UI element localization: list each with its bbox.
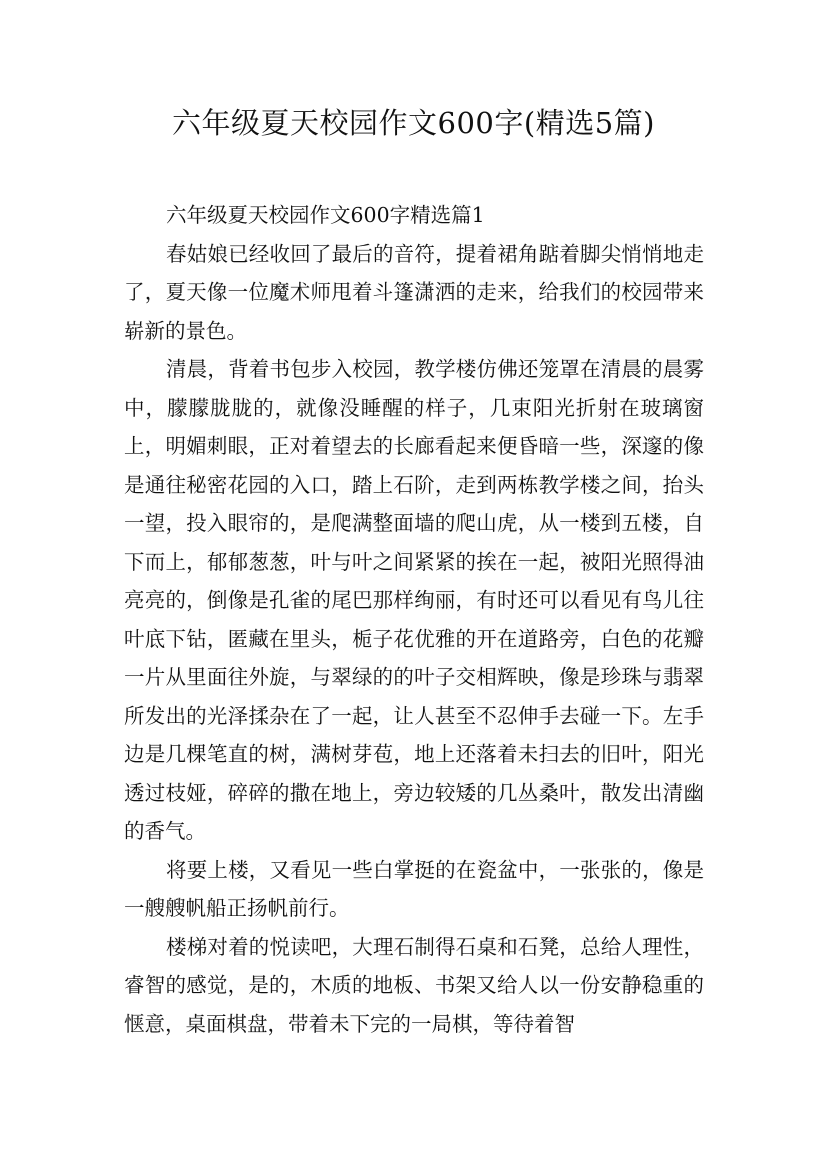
paragraph-4: 楼梯对着的悦读吧，大理石制得石桌和石凳，总给人理性，睿智的感觉，是的，木质的地板、书架又给人以一份安静稳重的惬意，桌面棋盘，带着未下完的一局棋，等待着智 xyxy=(124,934,704,1036)
document-body xyxy=(124,196,704,1043)
paragraph-1: 春姑娘已经收回了最后的音符，提着裙角踮着脚尖悄悄地走了，夏天像一位魔术师甩着斗篷潇洒的走来，给我们的校园带来崭新的景色。 xyxy=(124,241,704,343)
document-title: 六年级夏天校园作文600字(精选5篇) xyxy=(172,106,655,140)
section-heading: 六年级夏天校园作文600字精选篇1 xyxy=(166,203,485,227)
paragraph-3: 将要上楼，又看见一些白掌挺的在瓷盆中，一张张的，像是一艘艘帆船正扬帆前行。 xyxy=(124,857,704,920)
paragraph-2: 清晨，背着书包步入校园，教学楼仿佛还笼罩在清晨的晨雾中，朦朦胧胧的，就像没睡醒的样子，几束阳光折射在玻璃窗上，明媚刺眼，正对着望去的长廊看起来便昏暗一些，深邃的像是通往秘密花园的入口，踏上石阶，走到两栋教学楼之间，抬头一望，投入眼帘的，是爬满整面墙的爬山虎，从一楼到五楼，自下而上，郁郁葱葱，叶与叶之间紧紧的挨在一起，被阳光照得油亮亮的，倒像是孔雀的尾巴那样绚丽，有时还可以看见有鸟儿往叶底下钻，匿藏在里头，栀子花优雅的开在道路旁，白色的花瓣一片从里面往外旋，与翠绿的的叶子交相辉映，像是珍珠与翡翠所发出的光泽揉杂在了一起，让人甚至不忍伸手去碰一下。左手边是几棵笔直的树，满树芽苞，地上还落着未扫去的旧叶，阳光透过枝娅，碎碎的撒在地上，旁边较矮的几丛桑叶，散发出清幽的香气。 xyxy=(124,357,704,843)
